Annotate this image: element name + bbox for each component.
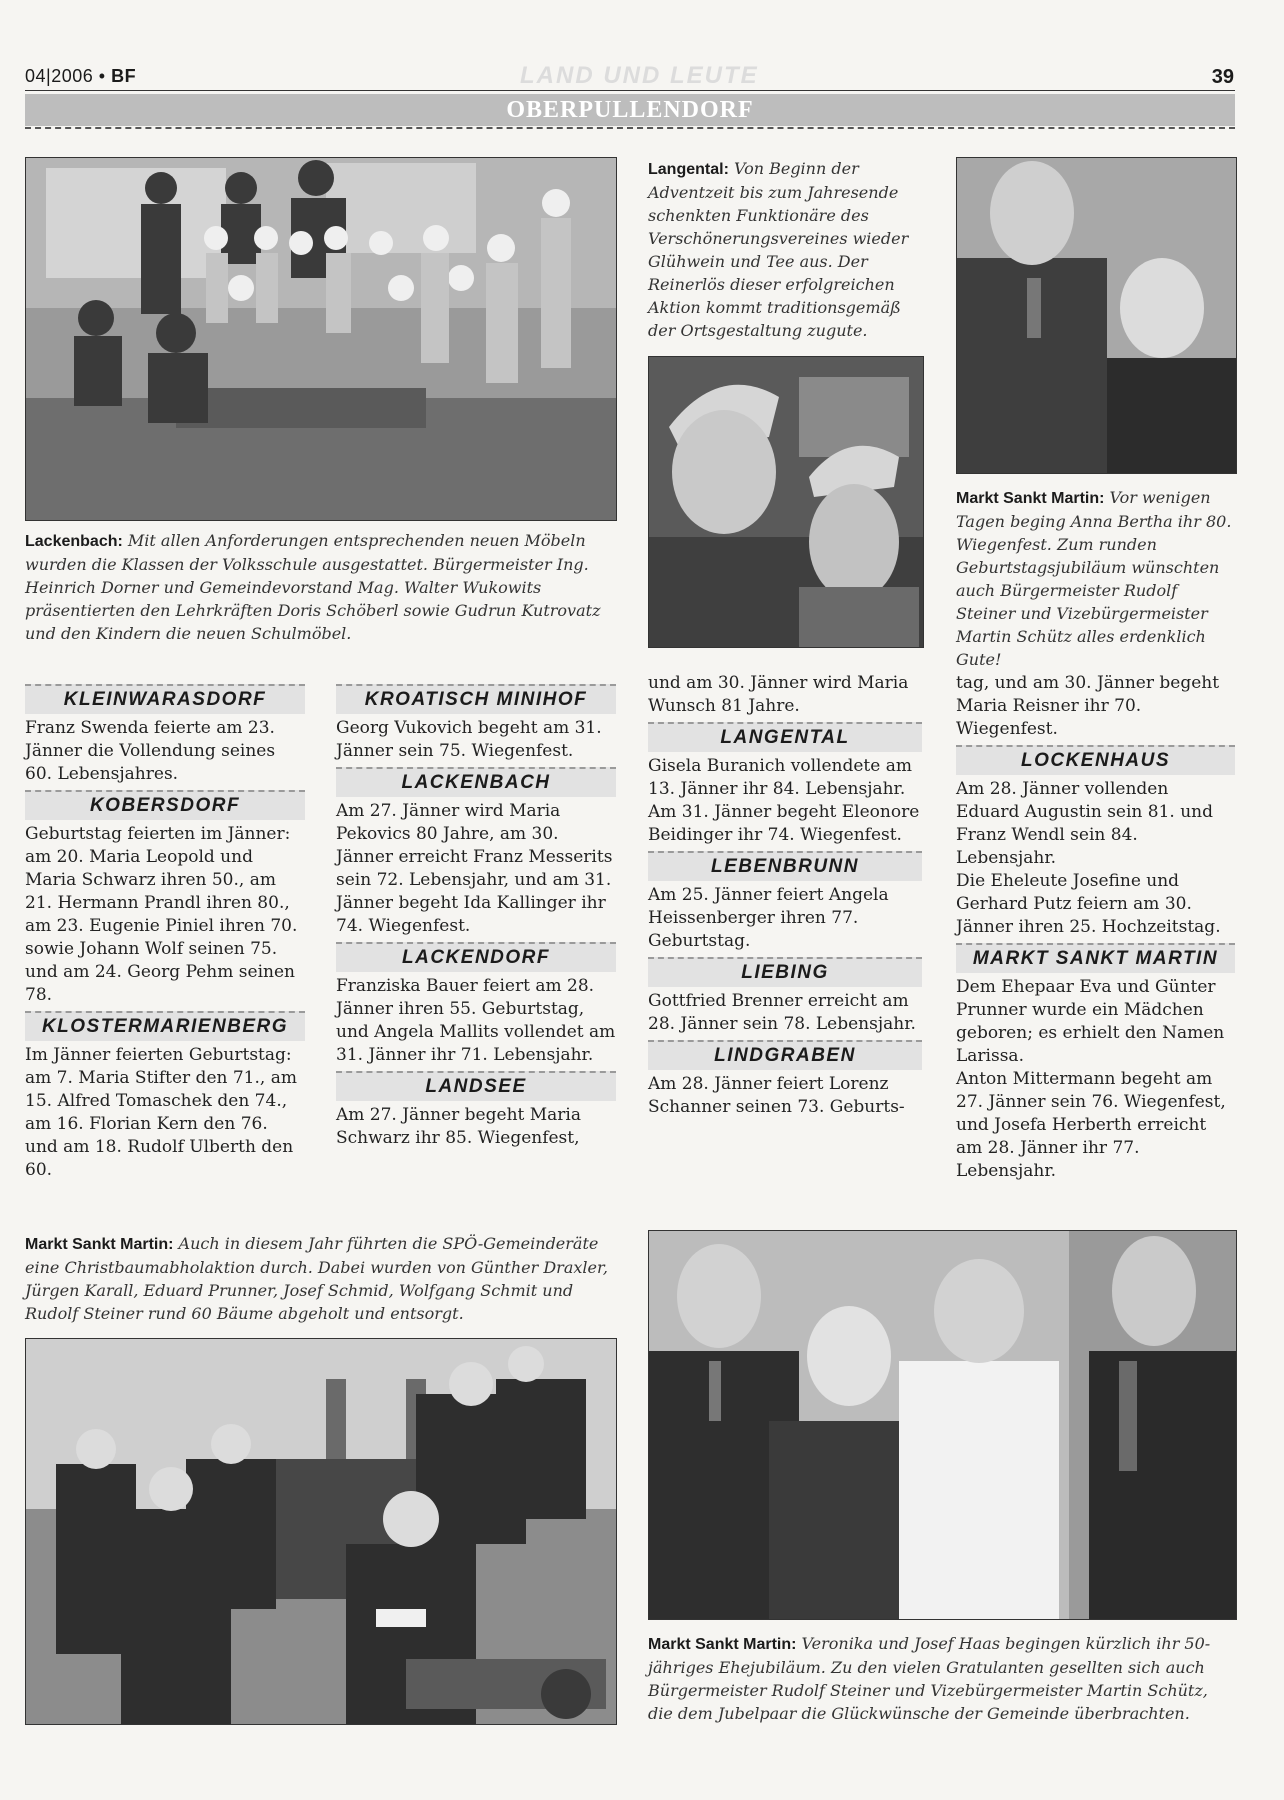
caption-markt-1 [956,486,1235,671]
caption-markt-2 [25,1232,625,1325]
caption-lead: Langental: [648,161,729,178]
text-lockenhaus-1: Am 28. Jänner vollenden Eduard Augustin sein 81. und Franz Wendl sein 84. Lebensjahr. [956,779,1213,868]
column-2 [336,680,616,1150]
caption-lead: Markt Sankt Martin: [25,1236,174,1253]
heading-lindgraben: LINDGRABEN [648,1040,922,1070]
heading-lockenhaus: LOCKENHAUS [956,745,1235,775]
text-continuation: tag, und am 30. Jänner begeht Maria Reisner ihr 70. Wiegenfest. [956,673,1220,739]
photo-birthday [956,157,1237,474]
text-continuation: und am 30. Jänner wird Maria Wunsch 81 Jahre. [648,673,909,716]
section-title: OBERPULLENDORF [506,97,754,123]
issue-line [25,66,136,87]
caption-lackenbach [25,529,615,645]
text-markt-1: Dem Ehepaar Eva und Günter Prunner wurde ein Mädchen geboren; es erhielt den Namen Larissa. [956,977,1225,1066]
column-4 [956,672,1235,1183]
caption-lead: Markt Sankt Martin: [956,490,1105,507]
text-kobersdorf: Geburtstag feierten im Jänner: am 20. Maria Leopold und Maria Schwarz ihren 50., am 21. Hermann Prandl ihren 80., am 23. Eugenie Piniel ihren 70. sowie Johann Wolf seinen 75. und am 24. Georg Pehm seinen 78. [25,824,298,1005]
text-landsee: Am 27. Jänner begeht Maria Schwarz ihr 85. Wiegenfest, [336,1105,581,1148]
caption-lead: Markt Sankt Martin: [648,1636,797,1653]
text-lebenbrunn: Am 25. Jänner feiert Angela Heissenberger ihren 77. Geburtstag. [648,885,889,951]
heading-klostermarienberg: KLOSTERMARIENBERG [25,1011,305,1041]
heading-landsee: LANDSEE [336,1071,616,1101]
text-lackendorf: Franziska Bauer feiert am 28. Jänner ihren 55. Geburtstag, und Angela Mallits vollendet am 31. Jänner ihr 71. Lebensjahr. [336,976,616,1065]
heading-markt-sankt-martin: MARKT SANKT MARTIN [956,943,1235,973]
text-markt-2: Anton Mittermann begeht am 27. Jänner sein 76. Wiegenfest, und Josefa Herberth erreicht am 28. Jänner ihr 77. Lebensjahr. [956,1069,1226,1181]
caption-lead: Lackenbach: [25,533,123,550]
heading-lackendorf: LACKENDORF [336,942,616,972]
heading-lebenbrunn: LEBENBRUNN [648,851,922,881]
text-lackenbach: Am 27. Jänner wird Maria Pekovics 80 Jahre, am 30. Jänner erreicht Franz Messerits sein 72. Lebensjahr, und am 31. Jänner begeht Ida Kallinger ihr 74. Wiegenfest. [336,801,613,936]
heading-lackenbach: LACKENBACH [336,767,616,797]
caption-text: Mit allen Anforderungen entsprechenden neuen Möbeln wurden die Klassen der Volksschule ausgestattet. Bürgermeister Ing. Heinrich Dorner und Gemeindevorstand Mag. Walter Wukowits präsentierten den Lehrkräften Doris Schöberl sowie Gudrun Kutrovatz und den Kindern die neuen Schulmöbel. [25,531,601,643]
text-liebing: Gottfried Brenner erreicht am 28. Jänner sein 78. Lebensjahr. [648,991,916,1034]
text-kroatisch-minihof: Georg Vukovich begeht am 31. Jänner sein 75. Wiegenfest. [336,718,602,761]
brand-logo: BF [111,66,137,86]
heading-kleinwarasdorf: KLEINWARASDORF [25,684,305,714]
photo-golden-wedding [648,1230,1237,1620]
text-klostermarienberg: Im Jänner feierten Geburtstag: am 7. Maria Stifter den 71., am 15. Alfred Tomaschek den 74., am 16. Florian Kern den 76. und am 18. Rudolf Ulberth den 60. [25,1045,297,1180]
caption-text: Vor wenigen Tagen beging Anna Bertha ihr 80. Wiegenfest. Zum runden Geburtstagsjubiläum wünschten auch Bürgermeister Rudolf Steiner und Vizebürgermeister Martin Schütz alles erdenklich Gute! [956,488,1232,669]
caption-markt-3 [648,1632,1235,1725]
caption-text: Von Beginn der Adventzeit bis zum Jahresende schenkten Funktionäre des Verschönerungsvereines wieder Glühwein und Tee aus. Der Reinerlös dieser erfolgreichen Aktion kommt traditionsgemäß der Ortsgestaltung zugute. [648,159,909,340]
heading-langental: LANGENTAL [648,722,922,752]
issue-date: 04|2006 [25,66,94,86]
column-3 [648,672,922,1119]
heading-kobersdorf: KOBERSDORF [25,790,305,820]
text-langental: Gisela Buranich vollendete am 13. Jänner ihr 84. Lebensjahr. Am 31. Jänner begeht Eleonore Beidinger ihr 74. Wiegenfest. [648,756,920,845]
ghost-section-title: LAND UND LEUTE [520,62,759,89]
header-rule [25,90,1235,91]
separator: • [98,66,106,86]
photo-classroom [25,157,617,521]
caption-text: Auch in diesem Jahr führten die SPÖ-Gemeinderäte eine Christbaumabholaktion durch. Dabei wurden von Günther Draxler, Jürgen Karall, Eduard Prunner, Josef Schmid, Wolfgang Schmit und Rudolf Steiner rund 60 Bäume abgeholt und entsorgt. [25,1234,608,1323]
heading-liebing: LIEBING [648,957,922,987]
photo-santa-hats [648,356,924,648]
page-number: 39 [1211,66,1234,88]
caption-langental [648,157,918,342]
caption-text: Veronika und Josef Haas begingen kürzlich ihr 50-jähriges Ehejubiläum. Zu den vielen Gratulanten gesellten sich auch Bürgermeister Rudolf Steiner und Vizebürgermeister Martin Schütz, die dem Jubelpaar die Glückwünsche der Gemeinde überbrachten. [648,1634,1211,1723]
text-kleinwarasdorf: Franz Swenda feierte am 23. Jänner die Vollendung seines 60. Lebensjahres. [25,718,276,784]
text-lindgraben: Am 28. Jänner feiert Lorenz Schanner seinen 73. Geburts- [648,1074,905,1117]
heading-kroatisch-minihof: KROATISCH MINIHOF [336,684,616,714]
photo-christmas-tree-collection [25,1338,617,1725]
column-1 [25,680,305,1182]
text-lockenhaus-2: Die Eheleute Josefine und Gerhard Putz feiern am 30. Jänner ihren 25. Hochzeitstag. [956,871,1221,937]
section-divider [25,127,1235,129]
